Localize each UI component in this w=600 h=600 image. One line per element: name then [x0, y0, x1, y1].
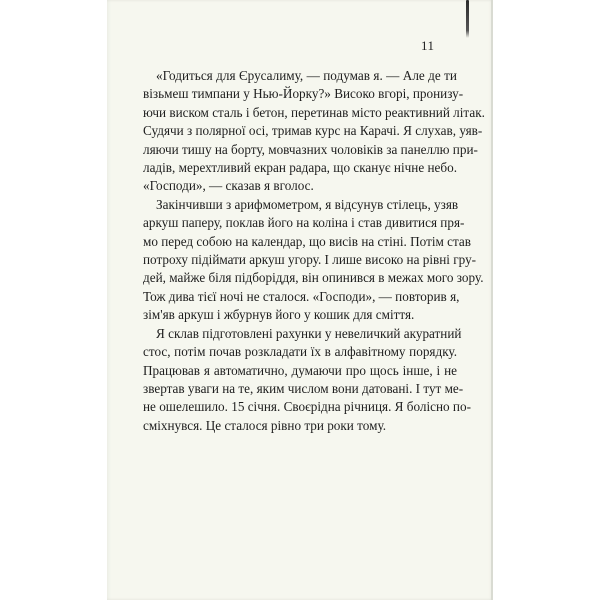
text-line: візьмеш тимпани у Нью-Йорку?» Високо вгорі, пронизу- [143, 86, 464, 102]
text-line: стос, потім почав розкладати їх в алфавітному порядку. [143, 344, 457, 360]
text-line: ляючи тишу на борту, мовчазних чоловіків за панеллю при- [143, 141, 478, 157]
text-line: потроху підіймати аркуш угору. І лише високо на рівні гру- [143, 252, 477, 268]
page-edge [491, 0, 493, 600]
text-line: «Господи», — сказав я вголос. [143, 178, 314, 194]
text-line: звертав уваги на те, яким числом вони датовані. І тут ме- [143, 380, 464, 396]
text-line: зім'яв аркуш і жбурнув його у кошик для сміття. [143, 307, 415, 323]
text-line: ладів, мерехтливий екран радара, що сканує нічне небо. [143, 160, 457, 176]
text-line: Я склав підготовлені рахунки у невеличкий акуратний [156, 325, 462, 341]
page-text [143, 67, 485, 435]
paragraph [143, 67, 485, 196]
text-line: ючи виском сталь і бетон, перетинав місто реактивний літак. [143, 104, 485, 120]
text-line: Закінчивши з арифмометром, я відсунув стілець, узяв [156, 196, 459, 212]
paragraph [143, 196, 484, 325]
page-number: 11 [421, 38, 435, 53]
text-line: дей, майже біля підборіддя, він опинився в межах мого зору. [143, 270, 484, 286]
text-line: «Годиться для Єрусалиму, — подумав я. — Але де ти [156, 68, 457, 83]
text-line: Тож дива тієї ночі не сталося. «Господи», — повторив я, [143, 288, 460, 304]
bookmark-ribbon [466, 0, 469, 38]
text-line: не ошелешило. 15 січня. Своєрідна річниця. Я болісно по- [143, 399, 471, 415]
text-line: сміхнувся. Це сталося рівно три роки тому. [143, 417, 387, 433]
text-line: мо перед собою на календар, що висів на стіні. Потім став [143, 233, 471, 249]
text-line: аркуш паперу, поклав його на коліна і став дивитися пря- [143, 215, 465, 231]
text-line: Працював я автоматично, думаючи про щось інше, і не [143, 362, 457, 378]
text-line: Судячи з полярної осі, тримав курс на Карачі. Я слухав, уяв- [143, 123, 483, 139]
paragraph [143, 325, 471, 435]
